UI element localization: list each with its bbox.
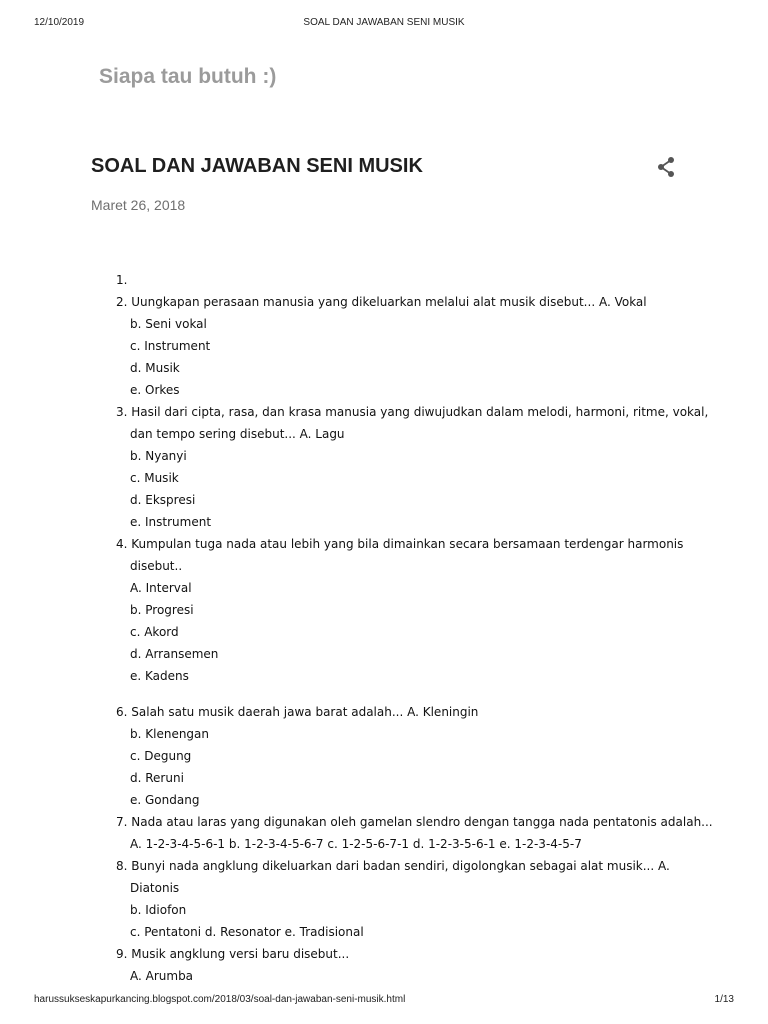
list-item: d. Musik — [130, 361, 180, 375]
list-item: 8. Bunyi nada angklung dikeluarkan dari badan sendiri, digolongkan sebagai alat musik... A. — [116, 859, 670, 873]
page-number: 1/13 — [714, 994, 734, 1005]
list-item: e. Orkes — [130, 383, 180, 397]
list-item: b. Klenengan — [130, 727, 210, 741]
list-item: 4. Kumpulan tuga nada atau lebih yang bila dimainkan secara bersamaan terdengar harmonis — [116, 537, 684, 551]
list-item: A. Interval — [130, 581, 192, 595]
list-item: d. Reruni — [130, 771, 184, 785]
list-item: e. Gondang — [130, 793, 200, 807]
post-date: Maret 26, 2018 — [91, 197, 186, 213]
list-item: A. Arumba — [130, 969, 194, 983]
list-item: dan tempo sering disebut... A. Lagu — [130, 427, 345, 441]
list-item: b. Nyanyi — [130, 449, 187, 463]
list-item: 7. Nada atau laras yang digunakan oleh gamelan slendro dengan tangga nada pentatonis adalah... — [116, 815, 713, 829]
list-item: e. Instrument — [130, 515, 212, 529]
list-item: c. Musik — [130, 471, 179, 485]
share-button[interactable] — [655, 156, 677, 178]
list-item: 2. Uungkapan perasaan manusia yang dikeluarkan melalui alat musik disebut... A. Vokal — [116, 295, 647, 309]
list-item: 3. Hasil dari cipta, rasa, dan krasa manusia yang diwujudkan dalam melodi, harmoni, ritme, vokal, — [116, 405, 709, 419]
post-title: SOAL DAN JAWABAN SENI MUSIK — [91, 155, 423, 177]
blog-title-link[interactable]: Siapa tau butuh :) — [99, 65, 277, 88]
list-item: b. Idiofon — [130, 903, 187, 917]
list-item: b. Seni vokal — [130, 317, 207, 331]
page-url: harussukseskapurkancing.blogspot.com/2018/03/soal-dan-jawaban-seni-musik.html — [34, 994, 406, 1005]
list-item: c. Degung — [130, 749, 192, 763]
share-icon — [655, 156, 677, 178]
list-item: A. 1-2-3-4-5-6-1 b. 1-2-3-4-5-6-7 c. 1-2-5-6-7-1 d. 1-2-3-5-6-1 e. 1-2-3-4-5-7 — [130, 837, 582, 851]
list-item: 1. — [116, 273, 128, 287]
list-item: e. Kadens — [130, 669, 189, 683]
print-date: 12/10/2019 — [34, 17, 85, 28]
list-item: c. Instrument — [130, 339, 211, 353]
list-item: 6. Salah satu musik daerah jawa barat adalah... A. Kleningin — [116, 705, 479, 719]
list-item: b. Progresi — [130, 603, 194, 617]
print-title: SOAL DAN JAWABAN SENI MUSIK — [303, 17, 465, 28]
list-item: c. Akord — [130, 625, 179, 639]
print-footer — [0, 994, 768, 1014]
list-item: Diatonis — [130, 881, 180, 895]
list-item: c. Pentatoni d. Resonator e. Tradisional — [130, 925, 364, 939]
list-item: d. Ekspresi — [130, 493, 196, 507]
list-item: 9. Musik angklung versi baru disebut... — [116, 947, 350, 961]
list-item: d. Arransemen — [130, 647, 219, 661]
print-header — [0, 17, 768, 37]
list-item: disebut.. — [130, 559, 183, 573]
